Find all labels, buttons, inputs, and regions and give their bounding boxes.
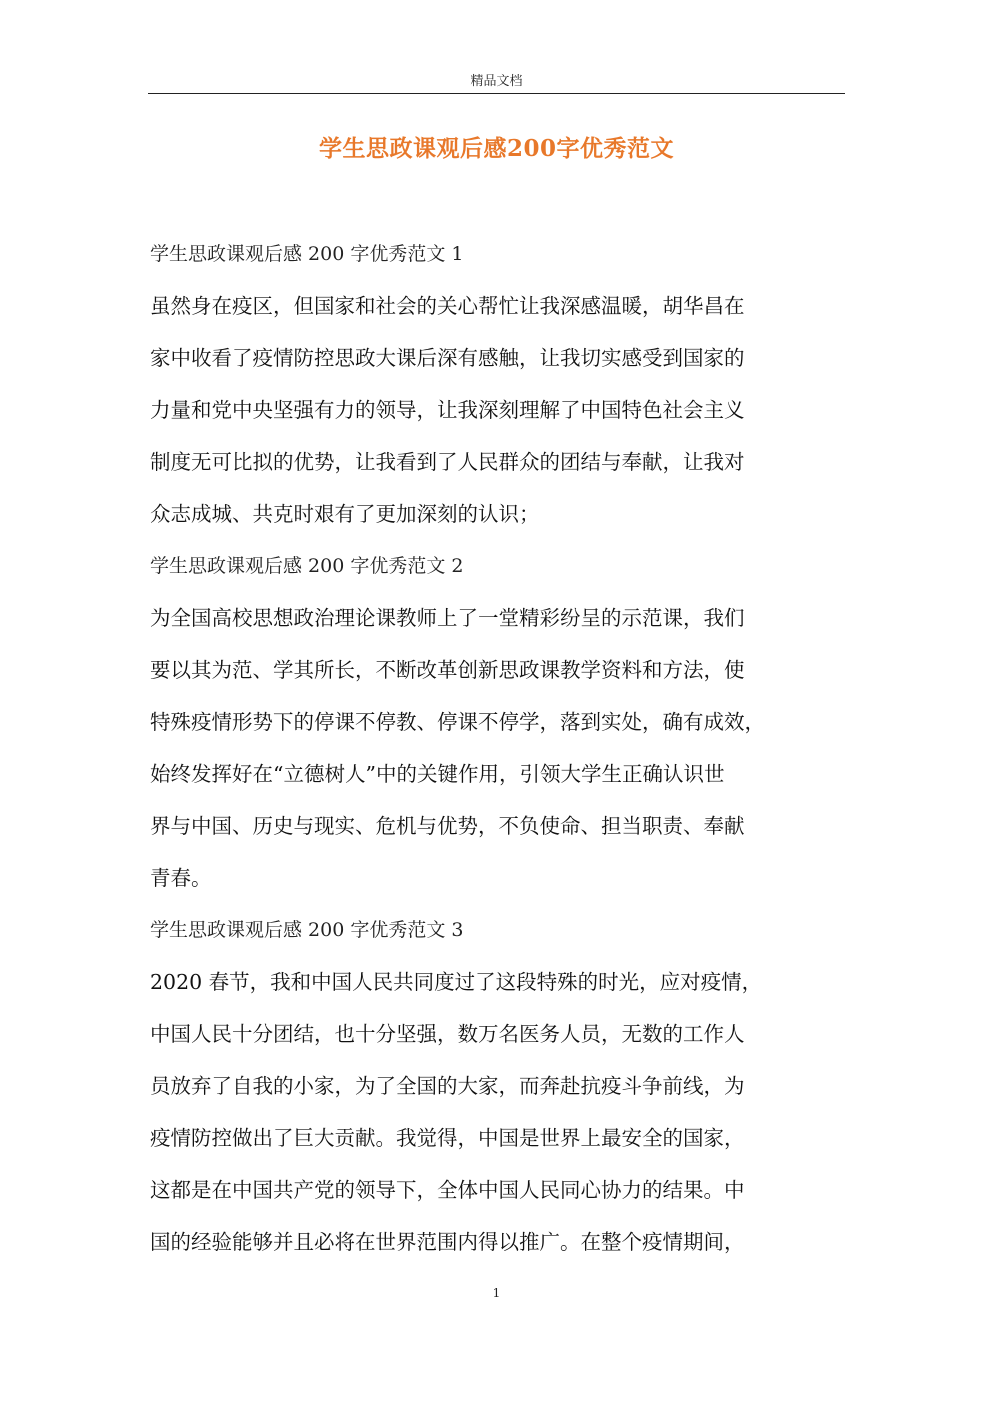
section-heading: 学生思政课观后感 200 字优秀范文 1 bbox=[150, 243, 464, 265]
paragraph-line: 力量和党中央坚强有力的领导，让我深刻理解了中国特色社会主义 bbox=[150, 398, 745, 422]
paragraph-line: 为全国高校思想政治理论课教师上了一堂精彩纷呈的示范课，我们 bbox=[150, 606, 745, 630]
section-heading: 学生思政课观后感 200 字优秀范文 2 bbox=[150, 555, 464, 577]
paragraph-line: 员放弃了自我的小家，为了全国的大家，而奔赴抗疫斗争前线，为 bbox=[150, 1074, 745, 1098]
paragraph-line: 虽然身在疫区，但国家和社会的关心帮忙让我深感温暖，胡华昌在 bbox=[150, 294, 745, 318]
paragraph-line: 要以其为范、学其所长，不断改革创新思政课教学资料和方法，使 bbox=[150, 658, 745, 682]
section-heading: 学生思政课观后感 200 字优秀范文 3 bbox=[150, 919, 464, 941]
paragraph-line: 始终发挥好在“立德树人”中的关键作用，引领大学生正确认识世 bbox=[150, 762, 725, 786]
paragraph-line: 家中收看了疫情防控思政大课后深有感触，让我切实感受到国家的 bbox=[150, 346, 745, 370]
paragraph-line: 国的经验能够并且必将在世界范围内得以推广。在整个疫情期间， bbox=[150, 1230, 745, 1254]
paragraph-line: 界与中国、历史与现实、危机与优势，不负使命、担当职责、奉献 bbox=[150, 814, 745, 838]
paragraph-line: 众志成城、共克时艰有了更加深刻的认识； bbox=[150, 502, 540, 526]
page-number: 1 bbox=[492, 1286, 501, 1300]
paragraph-line: 中国人民十分团结，也十分坚强，数万名医务人员，无数的工作人 bbox=[150, 1022, 745, 1046]
paragraph-line: 青春。 bbox=[150, 866, 212, 890]
paragraph-line: 制度无可比拟的优势，让我看到了人民群众的团结与奉献，让我对 bbox=[150, 450, 745, 474]
paragraph-line: 特殊疫情形势下的停课不停教、停课不停学，落到实处，确有成效， bbox=[150, 710, 765, 734]
paragraph-line: 2020 春节，我和中国人民共同度过了这段特殊的时光，应对疫情， bbox=[150, 970, 763, 994]
document-body bbox=[150, 228, 850, 1268]
paragraph-line: 疫情防控做出了巨大贡献。我觉得，中国是世界上最安全的国家， bbox=[150, 1126, 745, 1150]
header-divider bbox=[148, 93, 845, 94]
header-label: 精品文档 bbox=[470, 74, 523, 89]
paragraph-line: 这都是在中国共产党的领导下，全体中国人民同心协力的结果。中 bbox=[150, 1178, 745, 1202]
document-title: 学生思政课观后感200字优秀范文 bbox=[318, 135, 674, 162]
